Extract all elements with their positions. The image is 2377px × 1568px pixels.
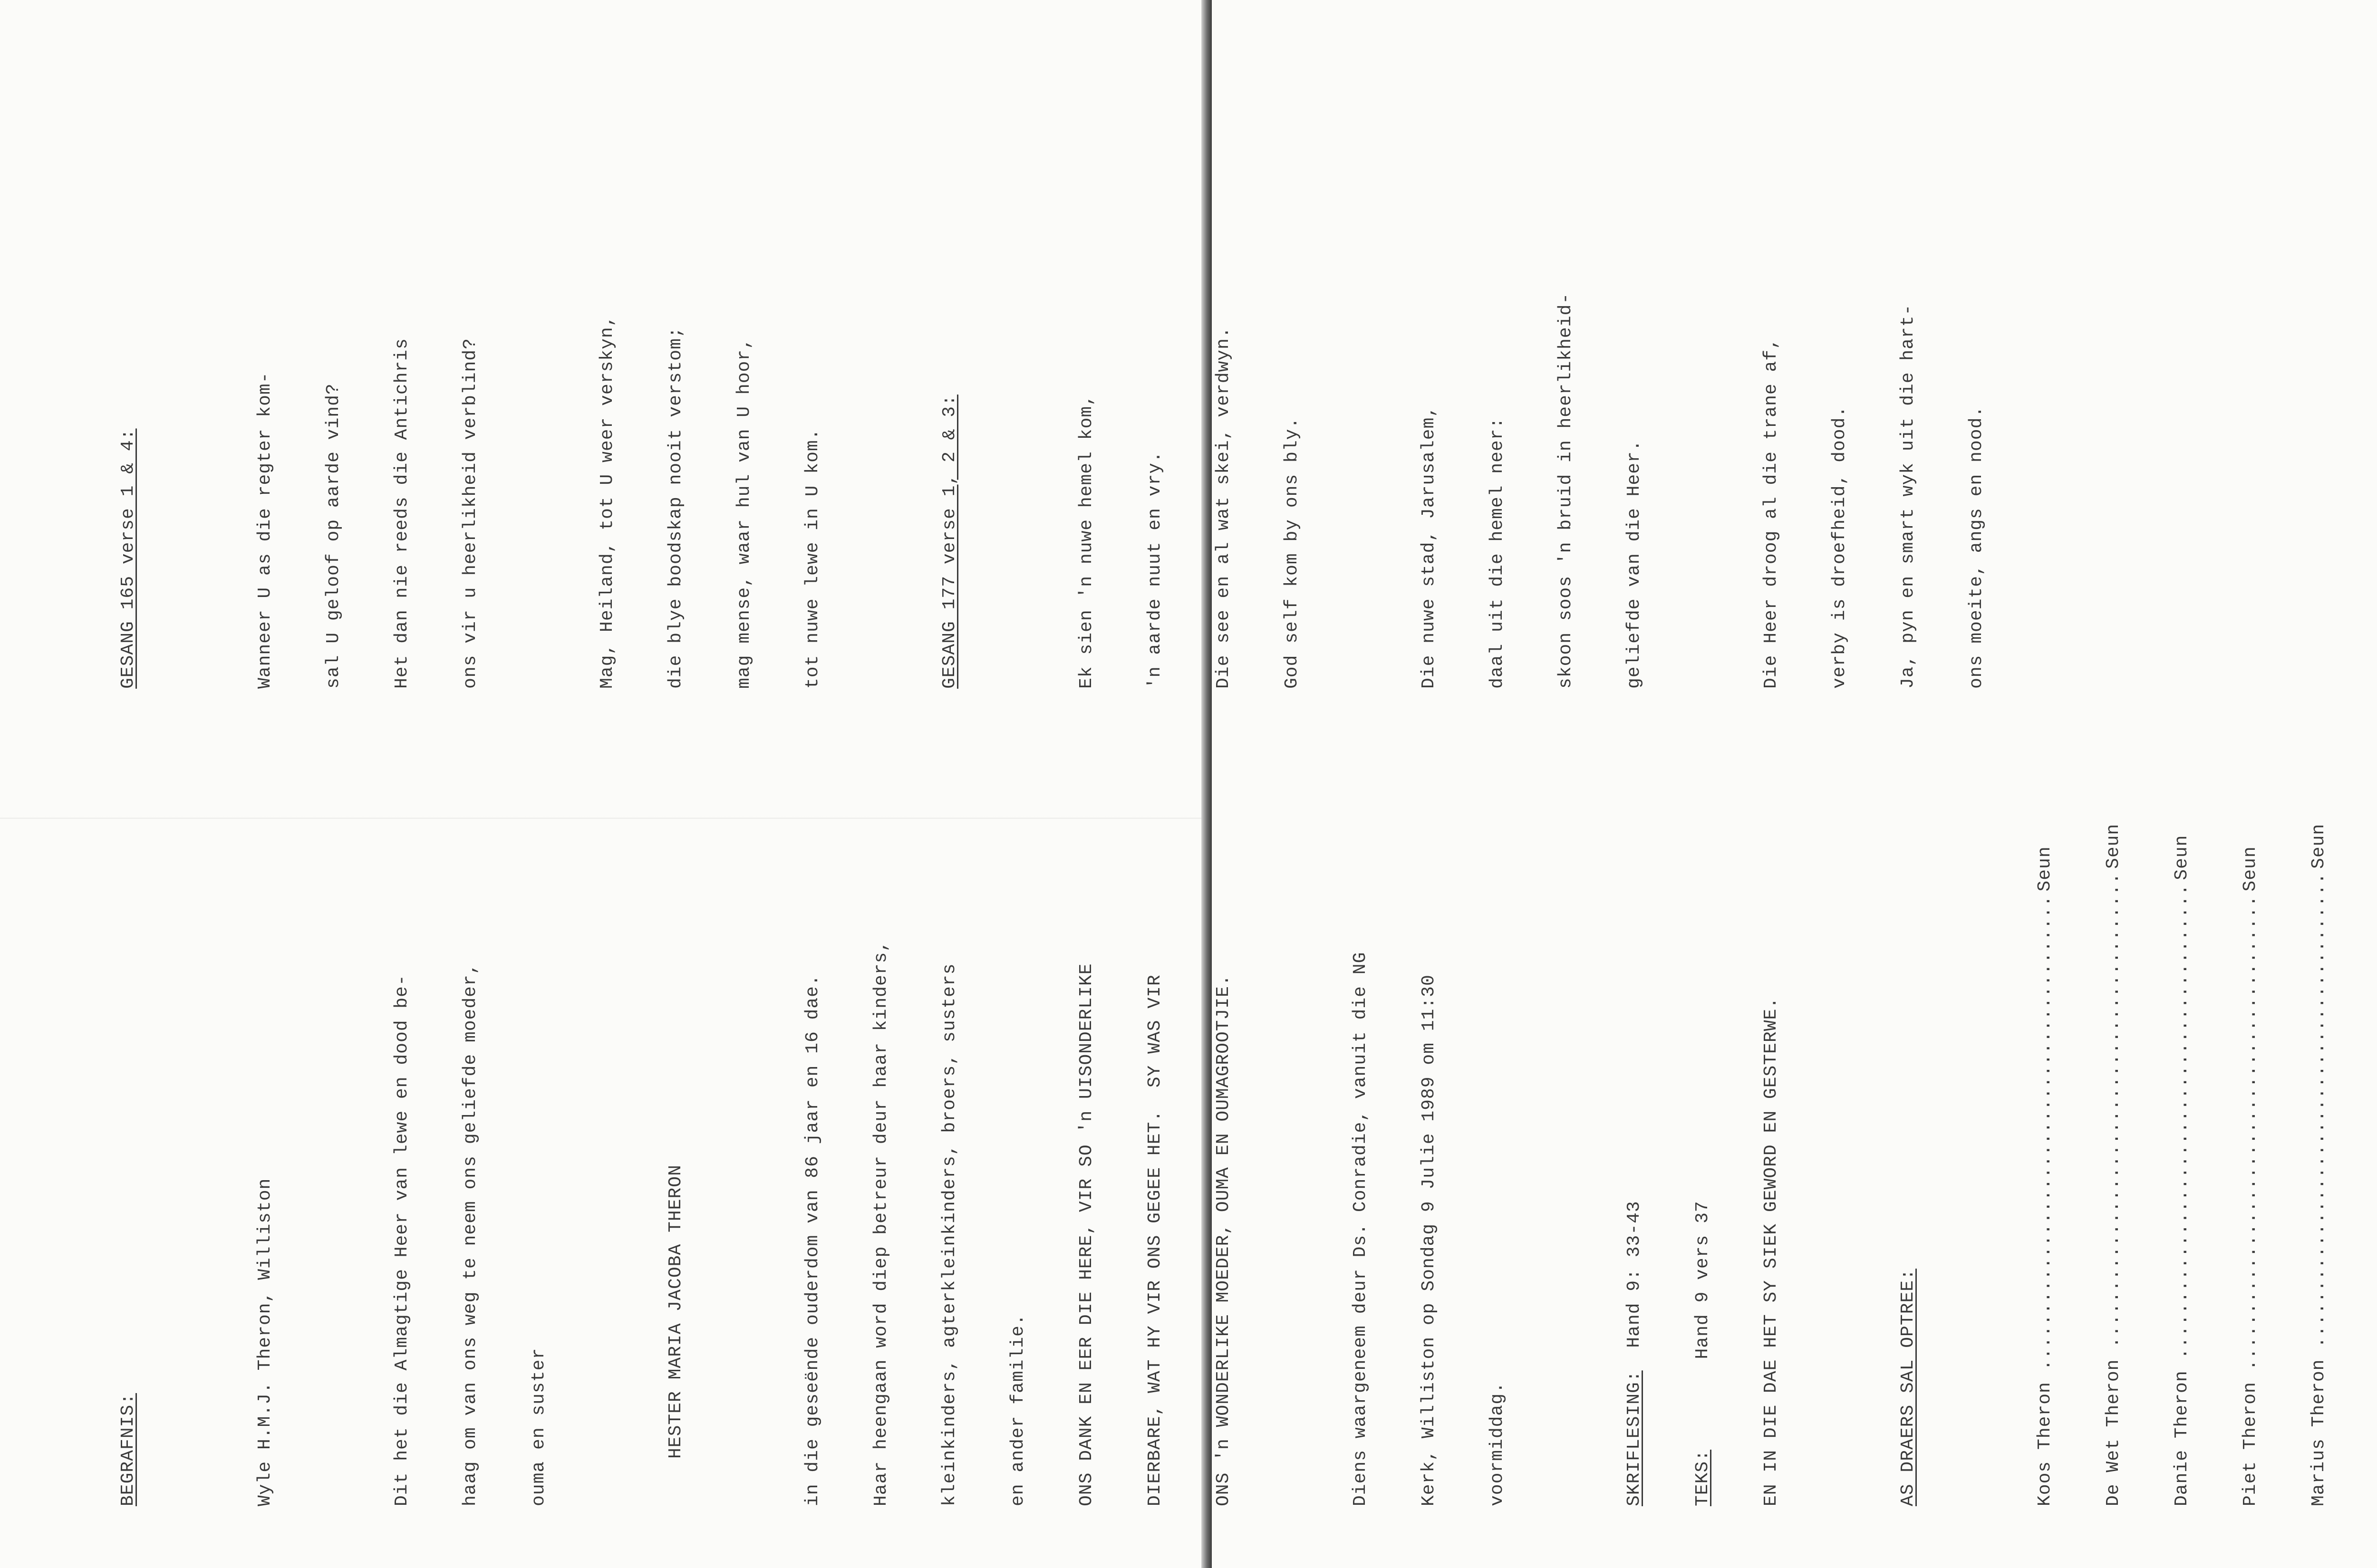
hymn-line: mag mense, waar hul van U hoor, [734, 338, 754, 689]
bearer-name: Koos Theron [2035, 1382, 2055, 1506]
deceased-line: Wyle H.M.J. Theron, Williston [255, 1178, 275, 1506]
program-left-column [71, 765, 2377, 1506]
sermon-text-label: TEKS: [1692, 1449, 1713, 1506]
bearer-relation: Seun [2309, 823, 2329, 869]
tribute-line: en ander familie. [1008, 1314, 1028, 1506]
hymn-line: skoon soos 'n bruid in heerlikheid- [1556, 292, 1576, 689]
bearer-relation: Seun [2035, 846, 2055, 892]
bearer-name: Marius Theron [2309, 1359, 2329, 1506]
tribute-caps-line: ONS DANK EN EER DIE HERE, VIR SO 'n UISONDERLIKE [1076, 963, 1097, 1506]
hymn-line: Ja, pyn en smart wyk uit die hart- [1898, 304, 1918, 689]
hymn-line: daal uit die hemel neer: [1487, 417, 1507, 689]
hymn-line: Het dan nie reeds die Antichris [392, 338, 412, 689]
scripture-value: Hand 9: 33-43 [1624, 1201, 1644, 1348]
bearer-name: Danie Theron [2172, 1370, 2192, 1506]
hymn-line: ons moeite, angs en nood. [1966, 405, 1987, 689]
scripture-reading [1623, 765, 1646, 1506]
bearer-relation: Seun [2240, 846, 2261, 892]
hymn-line: verby is droefheid, dood. [1829, 405, 1850, 689]
bearer-row: Koos Theron .......................................... Seun [2034, 983, 2057, 1506]
hymn-line: tot nuwe lewe in U kom. [802, 428, 823, 689]
intro-line: haag om van ons weg te neem ons geliefde moeder, [460, 963, 481, 1506]
hymn-line: ons vir u heerlikheid verblind? [460, 338, 481, 689]
bearer-row: Marius Theron .......................................... Seun [2308, 983, 2330, 1506]
scripture-label: SKRIFLESING: [1624, 1370, 1644, 1506]
bearer-name: De Wet Theron [2103, 1359, 2124, 1506]
funeral-heading: BEGRAFNIS: [118, 1393, 138, 1506]
bearer-row: Danie Theron .......................................... Seun [2171, 983, 2193, 1506]
bearer-relation: Seun [2103, 823, 2124, 869]
tribute-line: kleinkinders, agterkleinkinders, broers, susters [939, 963, 960, 1506]
sermon-text-value: Hand 9 vers 37 [1692, 1201, 1713, 1359]
hymn-line: Wanneer U as die regter kom- [255, 372, 275, 689]
hymn-line: 'n aarde nuut en vry. [1145, 451, 1165, 689]
hymn-line: Die nuwe stad, Jarusalem, [1419, 405, 1439, 689]
hymn-line: God self kom by ons bly. [1282, 417, 1302, 689]
intro-line: ouma en suster [529, 1347, 549, 1506]
bearers-heading: AS DRAERS SAL OPTREE: [1898, 1269, 1918, 1506]
tribute-caps-line: ONS 'n WONDERLIKE MOEDER, OUMA EN OUMAGROOTJIE. [1213, 974, 1234, 1506]
bearer-row: De Wet Theron .......................................... Seun [2102, 983, 2125, 1506]
sermon-text [1691, 765, 1714, 1506]
deceased-name: HESTER MARIA JACOBA THERON [666, 1164, 686, 1459]
tribute-caps-line: DIERBARE, WAT HY VIR ONS GEGEE HET. SY WAS VIR [1145, 974, 1165, 1506]
hymn-line: Ek sien 'n nuwe hemel kom, [1076, 394, 1097, 689]
hymn-165-title: GESANG 165 verse 1 & 4: [118, 428, 138, 689]
sermon-text-quote: EN IN DIE DAE HET SY SIEK GEWORD EN GESTERWE. [1761, 997, 1781, 1506]
hymn-line: Die see en al wat skei, verdwyn. [1213, 327, 1234, 689]
bearer-relation: Seun [2172, 835, 2192, 880]
tribute-line: Haar heengaan word diep betreur deur haar kinders, [871, 940, 891, 1506]
hymn-line: Mag, Heiland, tot U weer verskyn, [597, 315, 618, 689]
hymn-line: Die Heer droog al die trane af, [1761, 338, 1781, 689]
hymn-177-title: GESANG 177 verse 1, 2 & 3: [939, 394, 960, 689]
intro-line: Dit het die Almagtige Heer van lewe en dood be- [392, 974, 412, 1506]
bearer-row: Piet Theron .......................................... Seun [2239, 983, 2262, 1506]
service-line: Diens waargeneem deur Ds. Conradie, vanuit die NG [1350, 952, 1371, 1506]
service-line: voormiddag. [1487, 1382, 1507, 1506]
program-right-column [71, 33, 2034, 689]
hymn-line: sal U geloof op aarde vind? [323, 383, 344, 689]
service-line: Kerk, Williston op Sondag 9 Julie 1989 om 11:30 [1419, 974, 1439, 1506]
bearer-name: Piet Theron [2240, 1382, 2261, 1506]
tribute-line: in die geseënde ouderdom van 86 jaar en 16 dae. [802, 974, 823, 1506]
hymn-line: geliefde van die Heer. [1624, 440, 1644, 689]
hymn-line: die blye boodskap nooit verstom; [666, 327, 686, 689]
